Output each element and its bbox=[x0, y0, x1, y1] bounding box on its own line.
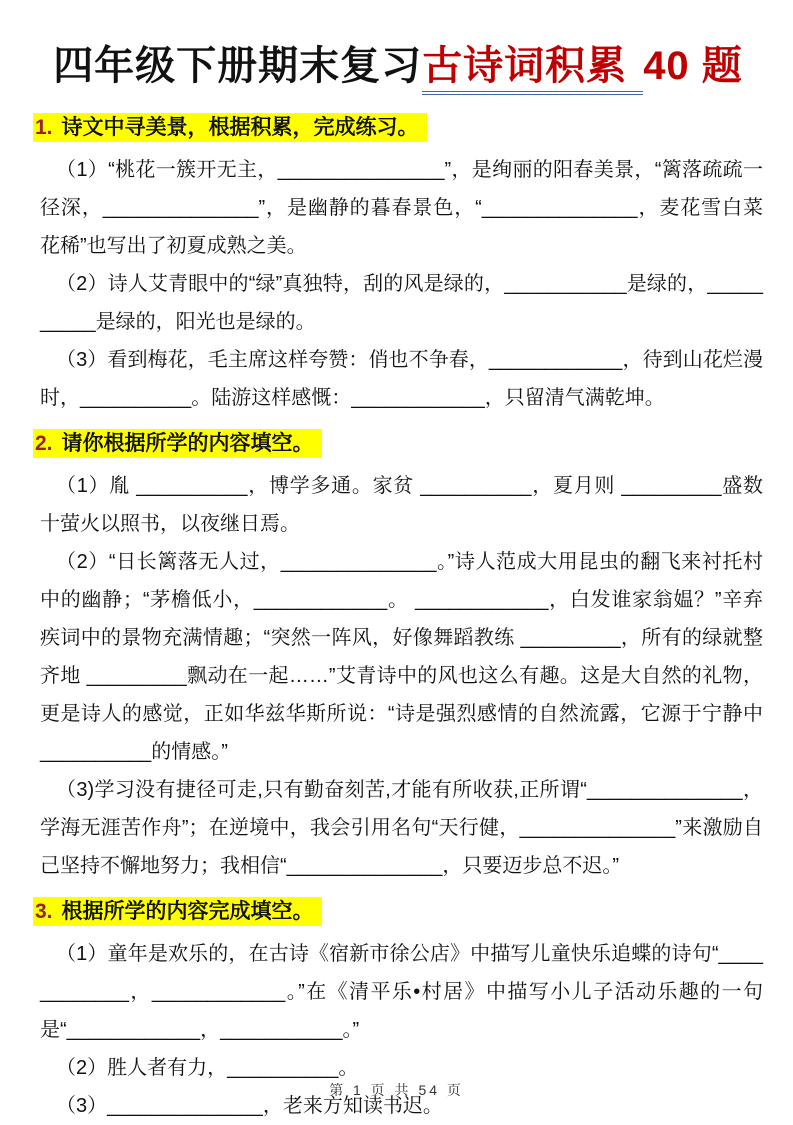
page-number-indicator: 第 1 页 共 54 页 bbox=[329, 1082, 464, 1098]
section-2-heading-highlight bbox=[33, 429, 322, 458]
section-2 bbox=[33, 429, 763, 885]
section-2-body bbox=[33, 467, 763, 885]
section-3-heading-highlight bbox=[33, 897, 322, 926]
section-3-heading bbox=[33, 897, 763, 927]
title-red-underlined-part: 古诗词积累 bbox=[422, 44, 643, 95]
section-2-number: 2. bbox=[35, 432, 53, 455]
exercise-item: （1）胤 __________，博学多通。家贫 __________，夏月则 _________盛数十萤火以照书，以夜继日焉。 bbox=[40, 475, 763, 535]
title-red-suffix: 40 题 bbox=[643, 44, 743, 88]
section-3-number: 3. bbox=[35, 900, 53, 923]
section-1 bbox=[33, 113, 763, 417]
exercise-item: （1）“桃花一簇开无主，_______________”，是绚丽的阳春美景，“篱落疏疏一径深，______________”，是幽静的暮春景色，“______________，麦花雪白菜花稀”也写出了初夏成熟之美。 bbox=[40, 159, 763, 257]
exercise-item: （3）看到梅花，毛主席这样夸赞：俏也不争春，____________，待到山花烂漫时，__________。陆游这样感慨：____________，只留清气满乾坤。 bbox=[40, 349, 763, 409]
section-2-heading bbox=[33, 429, 763, 459]
exercise-item: （2）“日长篱落无人过，______________。”诗人范成大用昆虫的翻飞来衬托村中的幽静；“茅檐低小，____________。 ____________，白发谁家翁媪？”辛弃疾词中的景物充满情趣；“突然一阵风，好像舞蹈教练 _________，所有的绿就整齐地 _________飘动在一起……”艾青诗中的风也这么有趣。这是大自然的礼物，更是诗人的感觉，正如华兹华斯所说：“诗是强烈感情的自然流露，它源于宁静中 __________的情感。” bbox=[40, 551, 763, 763]
page-title bbox=[33, 34, 763, 91]
exercise-item: （2）诗人艾青眼中的“绿”真独特，刮的风是绿的，___________是绿的，__________是绿的，阳光也是绿的。 bbox=[40, 273, 763, 333]
exercise-item: （1）童年是欢乐的，在古诗《宿新市徐公店》中描写儿童快乐追蝶的诗句“____________，____________。”在《清平乐•村居》中描写小儿子活动乐趣的一句是“____________，___________。” bbox=[40, 943, 763, 1041]
exercise-item: （3)学习没有捷径可走,只有勤奋刻苦,才能有所收获,正所谓“______________，学海无涯苦作舟”；在逆境中，我会引用名句“天行健，______________”来激励自己坚持不懈地努力；我相信“______________，只要迈步总不迟。” bbox=[40, 779, 763, 877]
section-1-heading-text: 诗文中寻美景，根据积累，完成练习。 bbox=[61, 116, 419, 139]
exercise-item: （3）______________，老来方知读书迟。 bbox=[56, 1095, 443, 1117]
section-2-heading-text: 请你根据所学的内容填空。 bbox=[61, 432, 314, 455]
section-1-number: 1. bbox=[35, 116, 53, 139]
section-1-heading-highlight bbox=[33, 113, 427, 142]
title-black-part: 四年级下册期末复习 bbox=[53, 44, 423, 88]
exercise-item: （2）胜人者有力，__________。 bbox=[56, 1057, 359, 1079]
section-3-heading-text: 根据所学的内容完成填空。 bbox=[61, 900, 314, 923]
section-1-body bbox=[33, 151, 763, 417]
section-1-heading bbox=[33, 113, 763, 143]
